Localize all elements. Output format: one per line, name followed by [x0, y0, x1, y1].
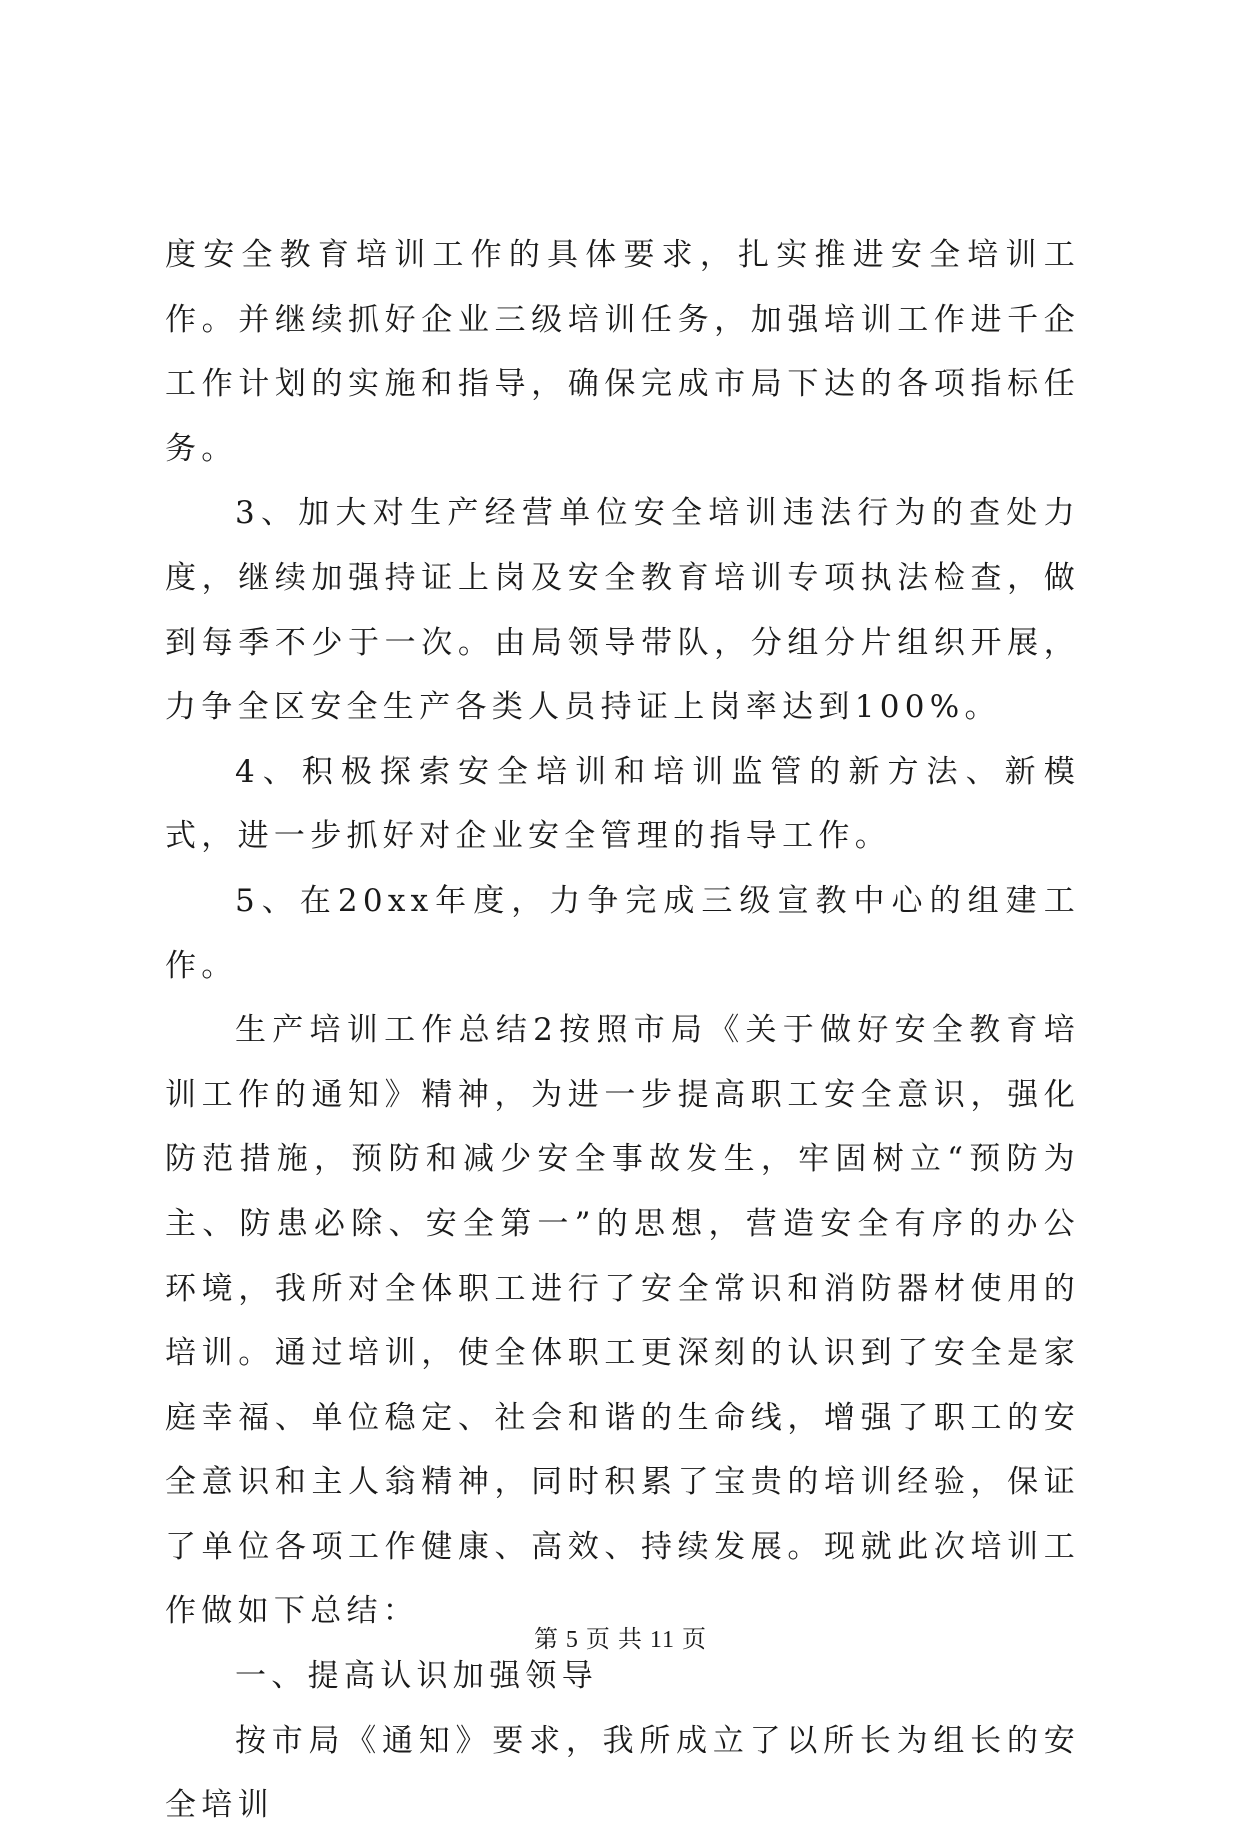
paragraph-item-4: 4、积极探索安全培训和培训监管的新方法、新模式，进一步抓好对企业安全管理的指导工作。: [165, 753, 1080, 855]
paragraph-section-1-body: 按市局《通知》要求，我所成立了以所长为组长的安全培训: [165, 1722, 1080, 1824]
page-footer: [0, 1619, 1241, 1654]
paragraph-continuation: 度安全教育培训工作的具体要求，扎实推进安全培训工作。并继续抓好企业三级培训任务，加强培训工作进千企工作计划的实施和指导，确保完成市局下达的各项指标任务。: [165, 237, 1080, 467]
document-body: [165, 223, 1080, 1838]
paragraph-item-5: 5、在20xx年度，力争完成三级宣教中心的组建工作。: [165, 882, 1080, 984]
section-heading-1: 一、提高认识加强领导: [235, 1658, 598, 1695]
paragraph-item-3: 3、加大对生产经营单位安全培训违法行为的查处力度，继续加强持证上岗及安全教育培训专项执法检查，做到每季不少于一次。由局领导带队，分组分片组织开展，力争全区安全生产各类人员持证上岗率达到100%。: [165, 495, 1080, 726]
paragraph-summary-2: 生产培训工作总结2按照市局《关于做好安全教育培训工作的通知》精神，为进一步提高职工安全意识，强化防范措施，预防和减少安全事故发生，牢固树立“预防为主、防患必除、安全第一”的思想，营造安全有序的办公环境，我所对全体职工进行了安全常识和消防器材使用的培训。通过培训，使全体职工更深刻的认识到了安全是家庭幸福、单位稳定、社会和谐的生命线，增强了职工的安全意识和主人翁精神，同时积累了宝贵的培训经验，保证了单位各项工作健康、高效、持续发展。现就此次培训工作做如下总结：: [165, 1012, 1080, 1630]
page-number: 第 5 页 共 11 页: [533, 1627, 708, 1653]
